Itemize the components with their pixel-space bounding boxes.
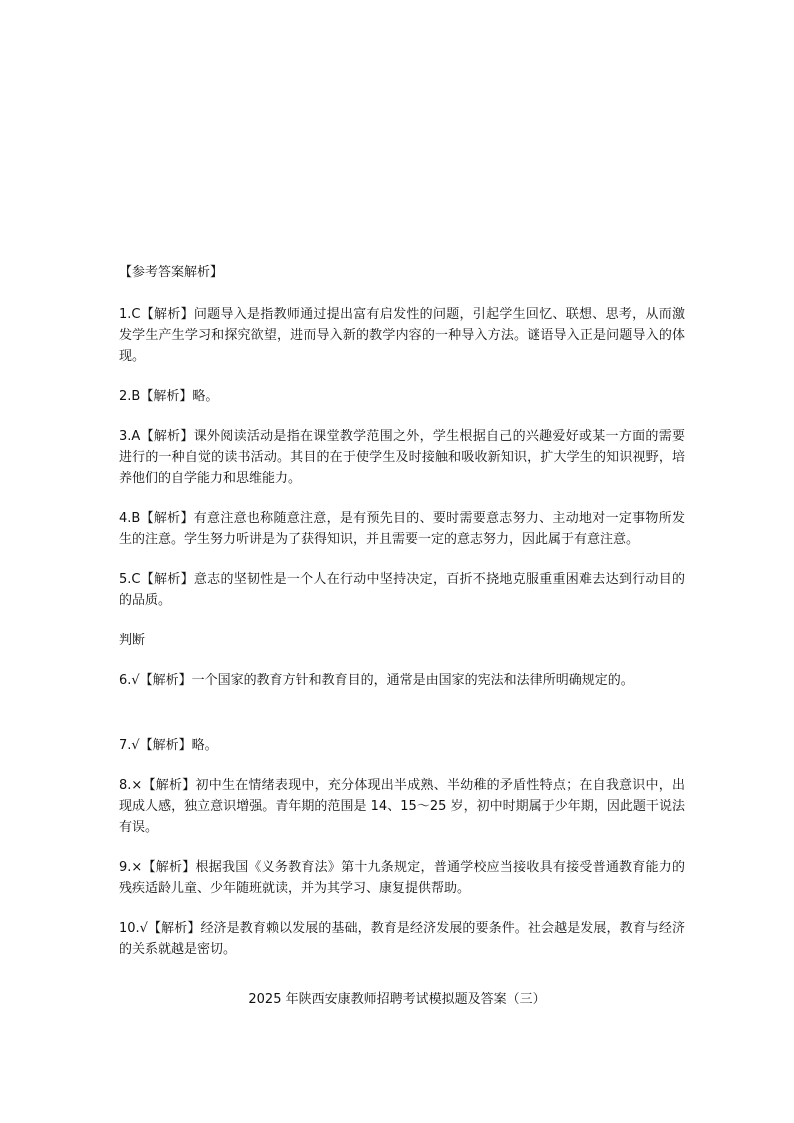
judge-item-10: 10.√【解析】经济是教育赖以发展的基础，教育是经济发展的要条件。社会越是发展，教育与经济的关系就越是密切。 <box>119 921 685 957</box>
judge-item-9: 9.×【解析】根据我国《义务教育法》第十九条规定，普通学校应当接收具有接受普通教育能力的残疾适龄儿童、少年随班就读，并为其学习、康复提供帮助。 <box>119 860 685 896</box>
judge-section-label: 判断 <box>119 633 146 648</box>
answer-item-1: 1.C【解析】问题导入是指教师通过提出富有启发性的问题，引起学生回忆、联想、思考，从而激发学生产生学习和探究欲望，进而导入新的教学内容的一种导入方法。谜语导入正是问题导入的体现。 <box>119 307 685 364</box>
judge-item-8: 8.×【解析】初中生在情绪表现中，充分体现出半成熟、半幼稚的矛盾性特点；在自我意识中，出现成人感，独立意识增强。青年期的范围是 14、15～25 岁，初中时期属于少年期，因此题干说法有误。 <box>119 778 685 835</box>
judge-item-7: 7.√【解析】略。 <box>119 738 218 753</box>
section-title: 【参考答案解析】 <box>119 265 224 280</box>
answer-item-4: 4.B【解析】有意注意也称随意注意，是有预先目的、要时需要意志努力、主动地对一定事物所发生的注意。学生努力听讲是为了获得知识，并且需要一定的意志努力，因此属于有意注意。 <box>119 511 685 547</box>
answer-item-2: 2.B【解析】略。 <box>119 389 219 404</box>
answer-item-3: 3.A【解析】课外阅读活动是指在课堂教学范围之外，学生根据自己的兴趣爱好或某一方面的需要进行的一种自觉的读书活动。其目的在于使学生及时接触和吸收新知识，扩大学生的知识视野，培养他们的自学能力和思维能力。 <box>119 429 685 486</box>
judge-item-6: 6.√【解析】一个国家的教育方针和教育目的，通常是由国家的宪法和法律所明确规定的。 <box>119 673 634 688</box>
answer-analysis-section <box>119 262 685 960</box>
answer-item-5: 5.C【解析】意志的坚韧性是一个人在行动中坚持决定，百折不挠地克服重重困难去达到行动目的的品质。 <box>119 572 685 608</box>
page-footer: 2025 年陕西安康教师招聘考试模拟题及答案（三） <box>248 992 546 1007</box>
